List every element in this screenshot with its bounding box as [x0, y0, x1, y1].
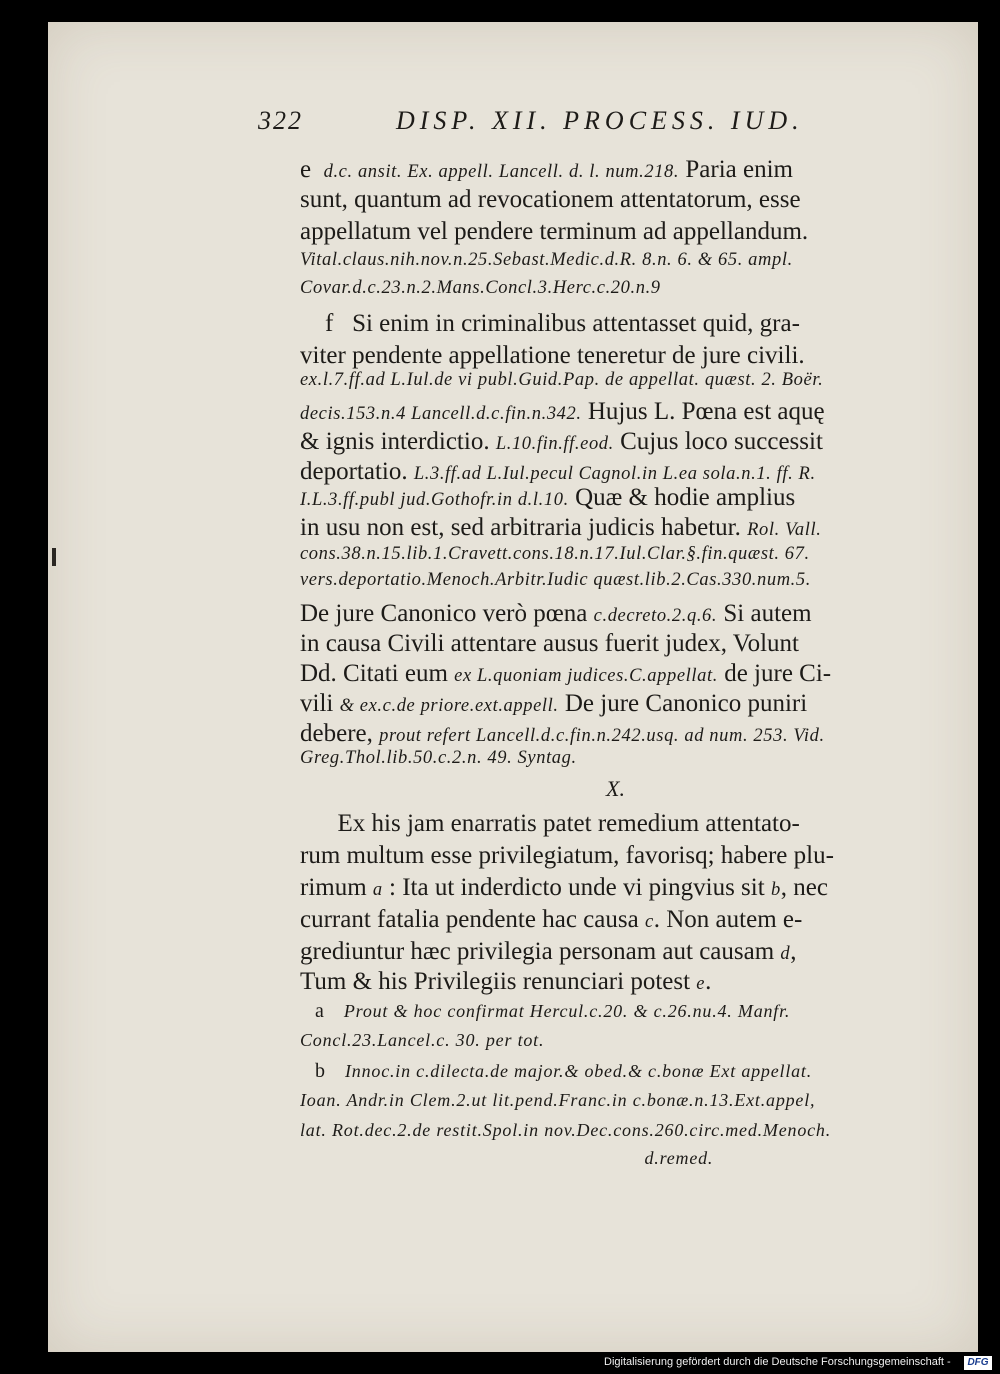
text-line	[300, 660, 940, 688]
citation-span: vers.deportatio.Menoch.Arbitr.Iudic quæst.lib.2.Cas.330.num.5.	[300, 570, 811, 590]
citation-span: L.3.ff.ad L.Iul.pecul Cagnol.in L.ea sola.n.1. ff. R.	[413, 464, 816, 484]
text-span: de jure Ci-	[717, 660, 832, 687]
text-span: rum multum esse privilegiatum, favorisq; habere plu-	[300, 842, 834, 869]
text-line	[300, 398, 940, 426]
section-line	[300, 842, 940, 870]
footnote-line	[300, 1090, 940, 1111]
text-span: Dd. Citati eum	[300, 660, 455, 687]
text-span: debere,	[300, 720, 380, 747]
text-line	[300, 600, 940, 628]
text-span: , nec	[780, 874, 828, 901]
digitization-credit: Digitalisierung gefördert durch die Deutsche Forschungsgemeinschaft -	[604, 1356, 951, 1368]
text-line	[300, 748, 940, 769]
section-line	[300, 906, 940, 934]
text-span: Tum & his Privilegiis renunciari potest	[300, 968, 697, 995]
text-line	[300, 720, 940, 748]
text-line	[300, 250, 940, 271]
citation-span: e	[696, 974, 706, 994]
text-span: Hujus L. Pœna est aquę	[581, 398, 825, 425]
text-line	[300, 630, 940, 658]
citation-span: a	[372, 880, 383, 900]
citation-span: Vital.claus.nih.nov.n.25.Sebast.Medic.d.R. 8.n. 6. & 65. ampl.	[300, 250, 793, 270]
text-line	[300, 514, 940, 542]
footnote-line	[300, 1000, 940, 1023]
text-span: De jure Canonico puniri	[558, 690, 808, 717]
text-line	[300, 342, 940, 370]
text-line	[300, 458, 940, 486]
citation-span: ex.l.7.ff.ad L.Iul.de vi publ.Guid.Pap. de appellat. quæst. 2. Boër.	[300, 370, 824, 390]
text-line	[300, 278, 940, 299]
text-span: grediuntur hæc privilegia personam aut causam	[300, 938, 781, 965]
text-span: Ex his jam enarratis patet remedium attentato-	[300, 810, 800, 837]
text-line	[300, 484, 940, 512]
text-line	[300, 310, 940, 338]
text-line	[300, 218, 940, 246]
citation-span: ex L.quoniam judices.C.appellat.	[454, 666, 718, 686]
text-span: f Si enim in criminalibus attentasset quid, gra-	[300, 310, 800, 337]
citation-span: Prout & hoc confirmat Hercul.c.20. & c.26.nu.4. Manfr.	[343, 1001, 791, 1021]
citation-span: & ex.c.de priore.ext.appell.	[339, 696, 559, 716]
citation-span: d.remed.	[300, 1148, 714, 1168]
text-span: Quæ & hodie amplius	[568, 484, 796, 511]
text-span: : Ita ut inderdicto unde vi pingvius sit	[382, 874, 771, 901]
citation-span: L.10.fin.ff.eod.	[495, 434, 614, 454]
section-marker: X.	[606, 776, 625, 801]
text-span: sunt, quantum ad revocationem attentatorum, esse	[300, 186, 801, 213]
section-line	[300, 968, 940, 996]
text-line	[300, 186, 940, 214]
text-span: appellatum vel pendere terminum ad appellandum.	[300, 218, 809, 245]
footnote-line	[300, 1060, 940, 1083]
citation-span: c.decreto.2.q.6.	[593, 606, 718, 626]
text-span: Paria enim	[679, 156, 793, 183]
citation-span: Concl.23.Lancel.c. 30. per tot.	[300, 1030, 545, 1050]
text-span: b	[300, 1060, 345, 1082]
running-head: DISP. XII. PROCESS. IUD.	[396, 106, 804, 135]
citation-span: Ioan. Andr.in Clem.2.ut lit.pend.Franc.in c.bonæ.n.13.Ext.appel,	[300, 1090, 816, 1110]
page-number: 322	[258, 106, 303, 135]
text-span: De jure Canonico verò pœna	[300, 600, 594, 627]
text-span: in usu non est, sed arbitraria judicis habetur.	[300, 514, 748, 541]
text-line	[300, 370, 940, 391]
text-span: vili	[300, 690, 340, 717]
text-span: ,	[790, 938, 797, 965]
section-line	[300, 810, 940, 838]
citation-span: c	[644, 912, 654, 932]
dfg-logo[interactable]: DFG	[964, 1356, 992, 1370]
text-line	[300, 570, 940, 591]
citation-span: Rol. Vall.	[747, 520, 822, 540]
text-span: e	[300, 156, 324, 183]
footnote-line	[300, 1030, 940, 1051]
text-span: & ignis interdictio.	[300, 428, 496, 455]
citation-span: b	[770, 880, 781, 900]
citation-span: cons.38.n.15.lib.1.Cravett.cons.18.n.17.Iul.Clar.§.fin.quæst. 67.	[300, 544, 810, 564]
text-span: deportatio.	[300, 458, 414, 485]
footnote-line	[300, 1148, 940, 1169]
citation-span: lat. Rot.dec.2.de restit.Spol.in nov.Dec.cons.260.circ.med.Menoch.	[300, 1120, 832, 1140]
text-span: Cujus loco successit	[613, 428, 823, 455]
text-span: viter pendente appellatione teneretur de jure civili.	[300, 342, 805, 369]
section-line	[300, 874, 940, 902]
citation-span: I.L.3.ff.publ jud.Gothofr.in d.l.10.	[300, 490, 569, 510]
text-span: Si autem	[717, 600, 812, 627]
citation-span: d.c. ansit. Ex. appell. Lancell. d. l. num.218.	[323, 162, 680, 182]
text-line	[300, 544, 940, 565]
text-span: in causa Civili attentare ausus fuerit judex, Volunt	[300, 630, 799, 657]
margin-mark	[52, 548, 56, 566]
citation-span: d	[780, 944, 791, 964]
text-line	[300, 690, 940, 718]
text-span: currant fatalia pendente hac causa	[300, 906, 645, 933]
citation-span: Greg.Thol.lib.50.c.2.n. 49. Syntag.	[300, 748, 577, 768]
text-span: .	[705, 968, 712, 995]
text-span: rimum	[300, 874, 373, 901]
citation-span: Innoc.in c.dilecta.de major.& obed.& c.bonæ Ext appellat.	[345, 1061, 813, 1081]
text-span: a	[300, 1000, 344, 1022]
text-span: . Non autem e-	[653, 906, 803, 933]
text-line	[300, 156, 940, 184]
citation-span: Covar.d.c.23.n.2.Mans.Concl.3.Herc.c.20.n.9	[300, 278, 661, 298]
citation-span: prout refert Lancell.d.c.fin.n.242.usq. ad num. 253. Vid.	[379, 726, 825, 746]
footnote-line	[300, 1120, 940, 1141]
citation-span: decis.153.n.4 Lancell.d.c.fin.n.342.	[300, 404, 582, 424]
section-line	[300, 938, 940, 966]
text-line	[300, 428, 940, 456]
